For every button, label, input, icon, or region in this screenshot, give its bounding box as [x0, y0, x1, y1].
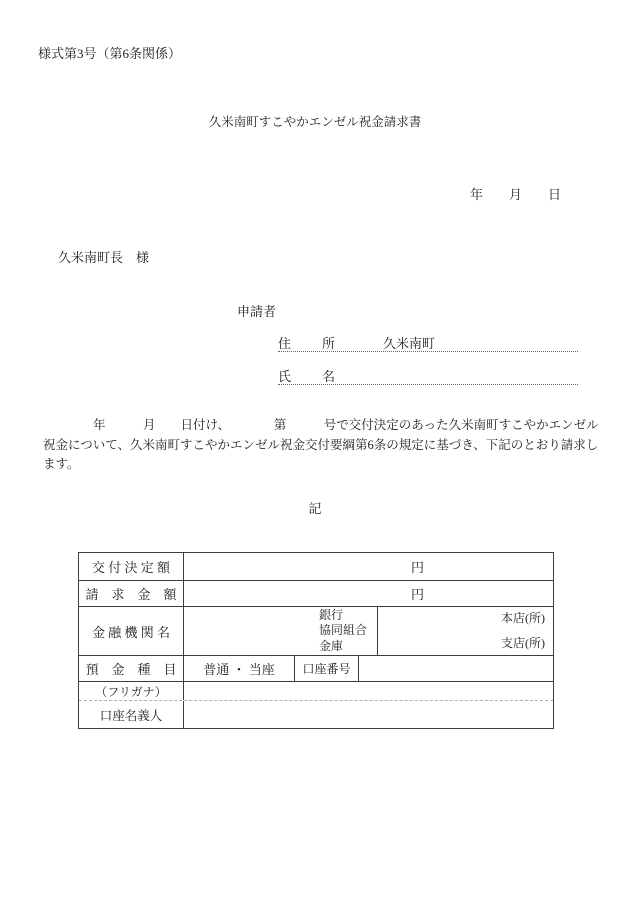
address-value: 久米南町: [383, 336, 436, 351]
address-label-right: 所: [322, 336, 336, 351]
institution-type-bank: 銀行: [318, 607, 343, 622]
body-line-2: 祝金について、久米南町すこやかエンゼル祝金交付要綱第6条の規定に基づき、下記のとおり請求し: [43, 437, 599, 452]
page-title: 久米南町すこやかエンゼル祝金請求書: [208, 115, 422, 129]
branch-sub-label: 支店(所): [501, 636, 545, 650]
form-number: 様式第3号（第6条関係）: [38, 46, 182, 61]
record-heading: 記: [308, 501, 322, 516]
branch-cell: [378, 607, 553, 655]
claim-amount-label: 請 求 金 額: [79, 581, 184, 606]
table-row-account-holder: [79, 701, 553, 728]
body-paragraph: [43, 416, 599, 475]
table-row-financial-institution: [79, 607, 553, 656]
account-number-cell: [359, 656, 553, 681]
payment-details-table: [78, 552, 554, 729]
grant-amount-label: 交 付 決 定 額: [79, 553, 184, 580]
date-placeholder: 年 月 日: [470, 187, 562, 202]
table-row-deposit-type: [79, 656, 553, 682]
grant-amount-unit: 円: [411, 560, 425, 575]
branch-main-label: 本店(所): [501, 611, 545, 625]
table-row-claim-amount: [79, 581, 553, 607]
claim-amount-cell: [184, 581, 553, 606]
addressee-line: 久米南町長 様: [58, 250, 150, 265]
name-field: [278, 366, 578, 385]
applicant-label: 申請者: [237, 304, 277, 319]
institution-type-list: [319, 608, 367, 655]
table-row-furigana: [79, 682, 553, 701]
claim-amount-unit: 円: [411, 587, 425, 602]
financial-institution-label: 金 融 機 関 名: [79, 607, 184, 655]
institution-type-coop: 協同組合: [318, 623, 367, 638]
grant-amount-cell: [184, 553, 553, 580]
deposit-type-label: 預 金 種 目: [79, 656, 184, 681]
name-label-right: 名: [322, 369, 336, 384]
institution-type-shinkin: 金庫: [318, 638, 343, 653]
furigana-label: （フリガナ）: [79, 682, 184, 700]
deposit-type-options: 普通 ・ 当座: [184, 656, 295, 681]
account-holder-label: 口座名義人: [79, 701, 184, 728]
furigana-cell: [184, 682, 553, 700]
name-label-left: 氏: [278, 369, 292, 384]
institution-name-cell: [184, 607, 378, 655]
account-number-label: 口座番号: [295, 656, 359, 681]
address-field: [278, 333, 578, 352]
body-line-3: ます。: [43, 457, 80, 471]
account-holder-cell: [184, 701, 553, 728]
table-row-grant-amount: [79, 553, 553, 581]
address-label-left: 住: [278, 336, 292, 351]
body-line-1: 年 月 日付け、 第 号で交付決定のあった久米南町すこやかエンゼル: [43, 418, 599, 432]
